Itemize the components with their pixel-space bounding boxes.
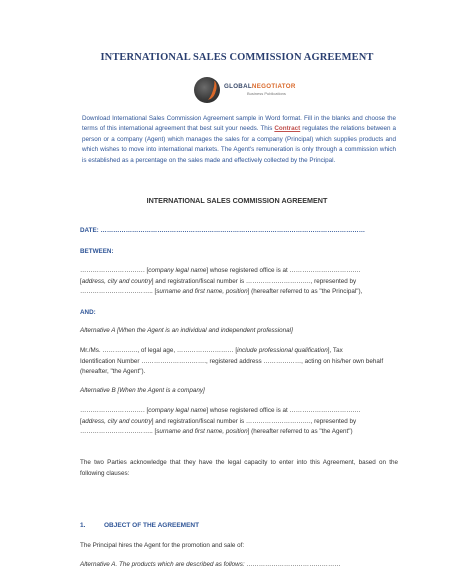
between-heading: BETWEEN: [80,248,114,255]
intro-paragraph: Download International Sales Commission Agreement sample in Word format. Fill in the blanks and choose the terms of this international agreement that best suit your needs. This Contract regulates the relations between a person or a company (Agent) which manages the sales for a company (Principal) which supplies products and which wishes to move into international markets. The Agent's remuneration is only through a commission which is established as a percentage on the sales made and effectively collected by the Principal. [82,115,396,164]
section-1-heading: 1. OBJECT OF THE AGREEMENT [80,522,200,529]
hire-clause: The Principal hires the Agent for the promotion and sale of: [80,542,245,549]
principal-party-block: …………………………. [company legal name] whose registered office is at ……………………………. [address, city and country] and registration/fiscal number is …………………………., represented by …………………………….. [surname and first name, position] (hereafter referred to as "the Principal"), [80,267,363,295]
date-line: DATE: ……………………………………………………………………………………………………………… [80,227,365,234]
agent-company-block: …………………………. [company legal name] whose registered office is at ……………………………. [address, city and country] and registration/fiscal number is …………………………., represented by …………………………….. [surname and first name, position] (hereafter referred to as "the Agent") [80,407,361,435]
individual-agent-block: Mr./Ms. …………….., of legal age, ……………………… [include professional qualification], Tax Identification Number …………………………., registered address ………………, acting on his/her own behalf (hereafter, "the Agent"). [80,347,384,375]
document-title: INTERNATIONAL SALES COMMISSION AGREEMENT [100,52,374,63]
logo-tagline: Business Publications [247,91,286,96]
agreement-subtitle: INTERNATIONAL SALES COMMISSION AGREEMENT [146,196,328,205]
and-heading: AND: [80,309,96,316]
capacity-acknowledgement: The two Parties acknowledge that they have the legal capacity to enter into this Agreement, based on the following clauses: [80,459,398,477]
logo-name: GLOBALNEGOTIATOR [224,83,296,90]
global-negotiator-logo [194,75,314,105]
alternative-a-products: Alternative A. The products which are described as follows: ……………………………………… [80,561,341,568]
alternative-a-heading: Alternative A [When the Agent is an individual and independent professional] [80,327,293,334]
globe-logo-icon [194,77,220,103]
alternative-b-heading: Alternative B [When the Agent is a company] [80,387,205,394]
contract-link[interactable]: Contract [274,125,301,133]
